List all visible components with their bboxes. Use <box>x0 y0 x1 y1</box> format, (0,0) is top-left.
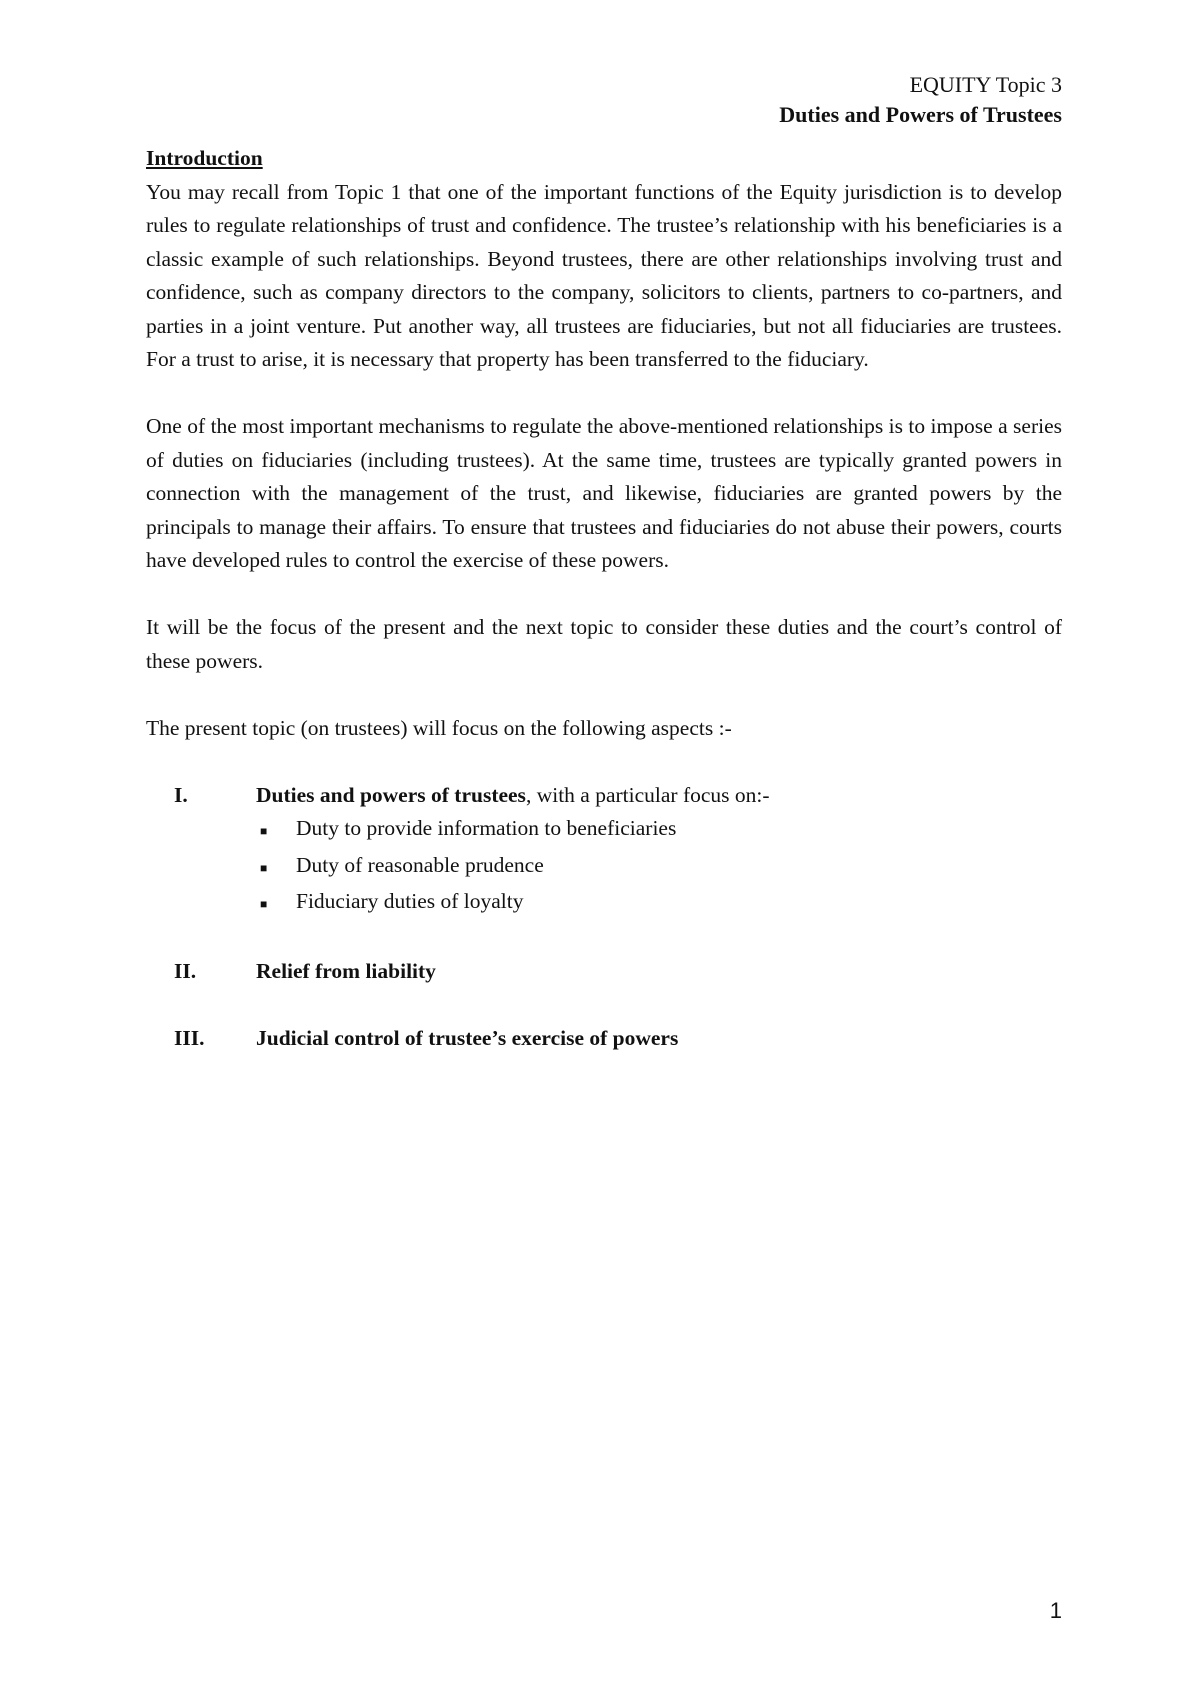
square-bullet-icon: ■ <box>260 860 268 875</box>
paragraph-spacer <box>146 377 1062 411</box>
page-number: 1 <box>1049 1598 1062 1623</box>
outline-sublist <box>146 812 1062 922</box>
list-item-text: Fiduciary duties of loyalty <box>296 889 524 913</box>
header-course-topic: EQUITY Topic 3 <box>909 72 1062 97</box>
outline-item-text <box>256 955 436 989</box>
page-header <box>779 70 1062 130</box>
outline-item-2 <box>146 955 1062 989</box>
outline-item-title: Relief from liability <box>256 959 436 983</box>
square-bullet-icon: ■ <box>260 897 268 911</box>
list-item-text: Duty of reasonable prudence <box>296 852 544 877</box>
outline-item-suffix: , with a particular focus on:- <box>525 782 770 807</box>
square-bullet-icon: ■ <box>260 824 268 838</box>
topic-outline <box>146 779 1062 1056</box>
list-item <box>256 812 1062 849</box>
list-item <box>256 849 1062 886</box>
outline-item-3 <box>146 1022 1062 1056</box>
list-item <box>256 885 1062 922</box>
section-heading-introduction: Introduction <box>146 146 263 170</box>
outline-numeral: III. <box>174 1026 205 1050</box>
outline-item-text <box>256 779 770 813</box>
paragraph-spacer <box>146 989 1062 1023</box>
intro-paragraph-3: It will be the focus of the present and the next topic to consider these duties and the court’s control of these powers. <box>146 615 1062 673</box>
outline-numeral: I. <box>174 782 188 807</box>
outline-item-title: Duties and powers of trustees <box>256 782 526 807</box>
intro-paragraph-4: The present topic (on trustees) will focus on the following aspects :- <box>146 715 732 740</box>
intro-paragraph-2: One of the most important mechanisms to regulate the above-mentioned relationships is to impose a series of duties on fiduciaries (including trustees). At the same time, trustees are typically granted powers in connection with the management of the trust, and likewise, fiduciaries are granted powers by the principals to manage their affairs. To ensure that trustees and fiduciaries do not abuse their powers, courts have developed rules to control the exercise of these powers. <box>146 414 1062 572</box>
header-topic-title: Duties and Powers of Trustees <box>779 102 1062 127</box>
outline-item-title: Judicial control of trustee’s exercise of powers <box>256 1026 679 1050</box>
list-item-text: Duty to provide information to beneficiaries <box>296 816 677 840</box>
outline-item-text <box>256 1022 678 1056</box>
document-body <box>146 142 1062 1056</box>
outline-item-1 <box>146 779 1062 813</box>
outline-numeral: II. <box>174 959 197 983</box>
paragraph-spacer <box>146 678 1062 712</box>
paragraph-spacer <box>146 922 1062 956</box>
intro-paragraph-1: You may recall from Topic 1 that one of the important functions of the Equity jurisdiction is to develop rules to regulate relationships of trust and confidence. The trustee’s relationship with his beneficiaries is a classic example of such relationships. Beyond trustees, there are other relationships involving trust and confidence, such as company directors to the company, solicitors to clients, partners to co-partners, and parties in a joint venture. Put another way, all trustees are fiduciaries, but not all fiduciaries are trustees. For a trust to arise, it is necessary that property has been transferred to the fiduciary. <box>146 179 1062 371</box>
paragraph-spacer <box>146 578 1062 612</box>
